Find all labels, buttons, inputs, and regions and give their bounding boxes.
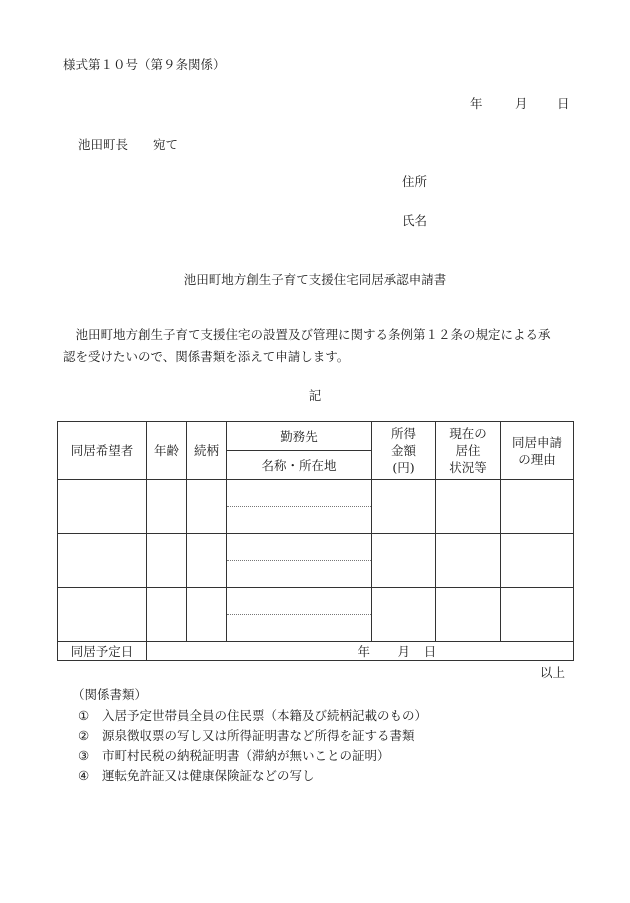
- header-income: [372, 422, 436, 480]
- item-text: 入居予定世帯員全員の住民票（本籍及び続柄記載のもの）: [102, 708, 428, 723]
- table-row: [58, 534, 574, 561]
- planned-date-field[interactable]: [147, 642, 574, 661]
- cell-residence[interactable]: [436, 480, 501, 534]
- date-day-label: 日: [557, 96, 570, 111]
- address-label: 住所: [402, 174, 428, 189]
- item-number: ③: [78, 748, 90, 763]
- planned-date-day: 日: [423, 643, 437, 659]
- cell-income[interactable]: [372, 534, 436, 588]
- form-number: 様式第１０号（第９条関係）: [63, 57, 226, 72]
- body-text: 池田町地方創生子育て支援住宅の設置及び管理に関する条例第１２条の規定による承認を受けたいので、関係書類を添えて申請します。: [63, 327, 551, 364]
- planned-date-row: [58, 642, 574, 661]
- cell-reason[interactable]: [501, 588, 574, 642]
- item-text: 市町村民税の納税証明書（滞納が無いことの証明）: [102, 748, 390, 763]
- item-number: ②: [78, 728, 90, 743]
- header-residence-line2: 居住: [455, 443, 481, 458]
- cell-residence[interactable]: [436, 534, 501, 588]
- header-reason: [501, 422, 574, 480]
- planned-date-month: 月: [397, 643, 410, 659]
- header-income-line2: 金額: [390, 443, 416, 458]
- cell-age[interactable]: [147, 480, 187, 534]
- item-text: 運転免許証又は健康保険証などの写し: [102, 768, 315, 783]
- document-title: 池田町地方創生子育て支援住宅同居承認申請書: [183, 272, 447, 287]
- planned-date-label: 同居予定日: [58, 642, 147, 661]
- cell-applicant[interactable]: [58, 480, 147, 534]
- header-relation: 続柄: [187, 422, 227, 480]
- list-item: [78, 746, 390, 764]
- list-item: [78, 706, 427, 724]
- cell-residence[interactable]: [436, 588, 501, 642]
- application-table: [57, 421, 574, 661]
- header-income-line1: 所得: [390, 426, 416, 441]
- header-workplace-sub: 名称・所在地: [227, 451, 372, 480]
- item-number: ④: [78, 768, 90, 783]
- header-reason-line2: の理由: [518, 451, 556, 467]
- cell-income[interactable]: [372, 588, 436, 642]
- planned-date-year: 年: [357, 643, 370, 659]
- ki-mark: 記: [308, 388, 322, 403]
- header-workplace: 勤務先: [227, 422, 372, 451]
- cell-age[interactable]: [147, 534, 187, 588]
- cell-reason[interactable]: [501, 534, 574, 588]
- header-income-line3: (円): [392, 460, 415, 475]
- cell-relation[interactable]: [187, 588, 227, 642]
- cell-relation[interactable]: [187, 534, 227, 588]
- cell-workplace-name[interactable]: [227, 480, 372, 507]
- header-residence: [436, 422, 501, 480]
- cell-workplace-address[interactable]: [227, 615, 372, 642]
- header-applicant: 同居希望者: [58, 422, 147, 480]
- closing-ijo: 以上: [540, 665, 566, 680]
- cell-income[interactable]: [372, 480, 436, 534]
- header-reason-line1: 同居申請: [511, 434, 562, 450]
- cell-applicant[interactable]: [58, 588, 147, 642]
- header-age: 年齢: [147, 422, 187, 480]
- date-line: [470, 94, 570, 112]
- cell-applicant[interactable]: [58, 534, 147, 588]
- header-residence-line3: 状況等: [449, 460, 487, 475]
- header-residence-line1: 現在の: [449, 426, 487, 441]
- table-row: [58, 480, 574, 507]
- body-paragraph: [63, 324, 563, 368]
- cell-workplace-name[interactable]: [227, 534, 372, 561]
- name-label: 氏名: [402, 213, 428, 228]
- list-item: [78, 726, 415, 744]
- related-docs-heading: （関係書類）: [72, 687, 148, 702]
- cell-workplace-name[interactable]: [227, 588, 372, 615]
- cell-workplace-address[interactable]: [227, 561, 372, 588]
- list-item: [78, 766, 315, 784]
- date-year-label: 年: [470, 96, 483, 111]
- item-number: ①: [78, 708, 90, 723]
- cell-reason[interactable]: [501, 480, 574, 534]
- cell-age[interactable]: [147, 588, 187, 642]
- date-month-label: 月: [515, 96, 528, 111]
- addressee: 池田町長 宛て: [78, 137, 179, 152]
- item-text: 源泉徴収票の写し又は所得証明書など所得を証する書類: [102, 728, 415, 743]
- cell-workplace-address[interactable]: [227, 507, 372, 534]
- cell-relation[interactable]: [187, 480, 227, 534]
- table-row: [58, 588, 574, 615]
